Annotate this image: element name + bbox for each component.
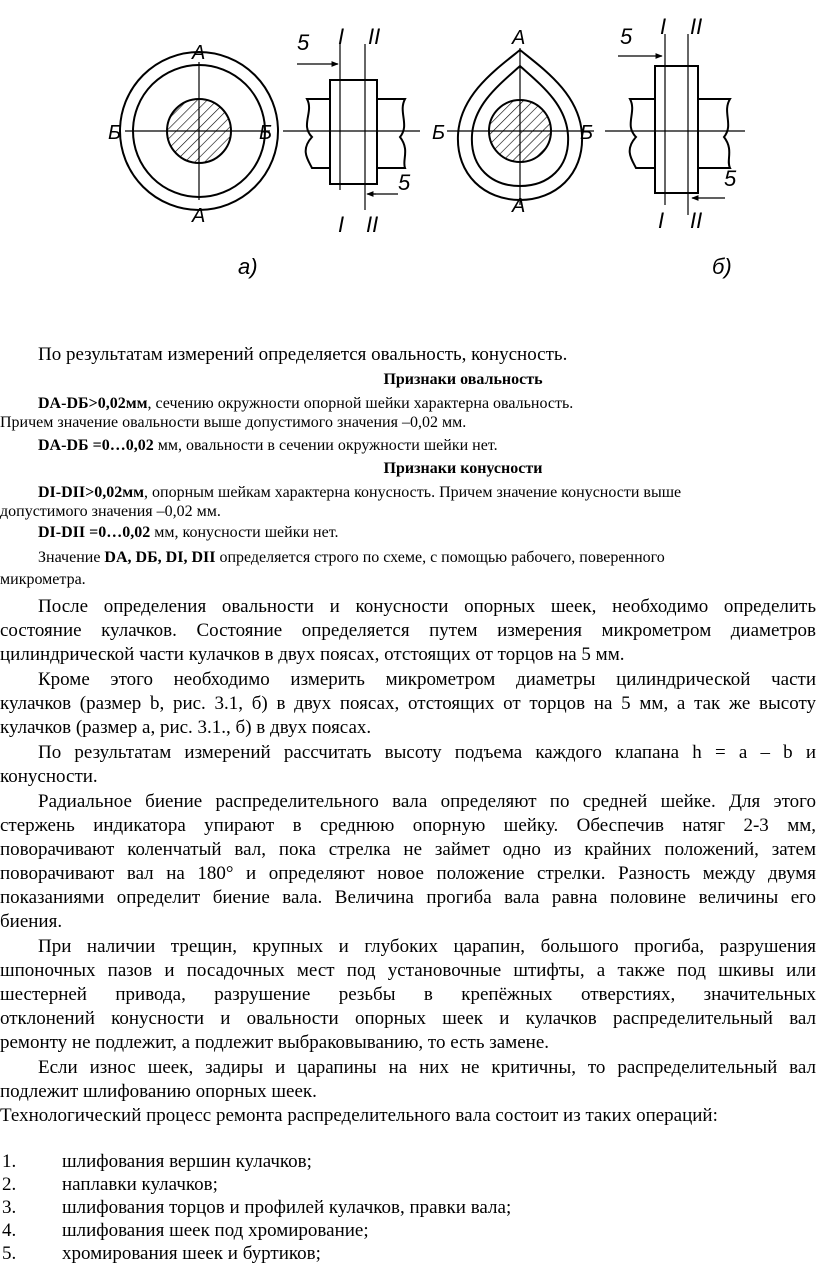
par-kr-3: кулачков (размер а, рис. 3.1., б) в двух поясах. bbox=[0, 717, 372, 738]
label-5-bottom-b: 5 bbox=[724, 166, 737, 191]
par-after-3: цилиндрической части кулачков в двух поясах, отстоящих от торцов на 5 мм. bbox=[0, 644, 625, 665]
label-5-top-b: 5 bbox=[620, 24, 633, 49]
par-rad-5: показаниями определит биение вала. Величина прогиба вала равна половине величины его bbox=[0, 887, 816, 908]
par-tr-4: отклонений конусности и овальности опорных шеек и кулачков распределительный вал bbox=[0, 1008, 816, 1029]
par-res-2: конусности. bbox=[0, 766, 98, 787]
par-rad-6: биения. bbox=[0, 911, 63, 932]
ovality-line-1: DА-DБ>0,02мм, сечению окружности опорной шейки характерна овальность. bbox=[38, 395, 574, 412]
section-a-circle bbox=[120, 52, 278, 210]
par-tr-2: шпоночных пазов и посадочных мест под установочные штифты, а также под шкивы или bbox=[0, 960, 816, 981]
label-ii-bottom-b: II bbox=[690, 208, 703, 233]
intro-paragraph: По результатам измерений определяется овальность, конусность. bbox=[38, 344, 568, 365]
label-5-top-a: 5 bbox=[297, 30, 310, 55]
par-izn-2: подлежит шлифованию опорных шеек. bbox=[0, 1081, 317, 1102]
taper-none: DI-DII =0…0,02 мм, конусности шейки нет. bbox=[38, 524, 339, 541]
heading-taper: Признаки конусности bbox=[383, 460, 543, 477]
value-line-2: микрометра. bbox=[0, 571, 86, 588]
caption-b: б) bbox=[712, 254, 732, 279]
label-b-right-b: Б bbox=[580, 122, 594, 144]
par-rad-3: поворачивают коленчатый вал, пока стрелка не займет одно из крайних положений, затем bbox=[0, 839, 816, 860]
par-tr-3: шестерней привода, разрушение резьбы в крепёжных отверстиях, значительных bbox=[0, 984, 816, 1005]
par-res-1: По результатам измерений рассчитать высоту подъема каждого клапана h = a – b и bbox=[38, 742, 816, 763]
label-a-top: А bbox=[192, 42, 206, 64]
label-a-bottom: А bbox=[192, 205, 206, 227]
ovality-none: DА-DБ =0…0,02 мм, овальности в сечении окружности шейки нет. bbox=[38, 437, 498, 454]
label-a-top-b: А bbox=[512, 27, 526, 49]
par-tr-5: ремонту не подлежит, а подлежит выбраковыванию, то есть замене. bbox=[0, 1032, 550, 1053]
taper-line-2: допустимого значения –0,02 мм. bbox=[0, 503, 221, 520]
label-5-bottom-a: 5 bbox=[398, 170, 411, 195]
label-a-bottom-b: А bbox=[512, 195, 526, 217]
par-izn-1: Если износ шеек, задиры и царапины на них не критичны, то распределительный вал bbox=[38, 1057, 816, 1078]
label-i-top-a: I bbox=[338, 24, 345, 49]
label-i-bottom-b: I bbox=[658, 208, 665, 233]
value-line-1: Значение DА, DБ, DI, DII определяется строго по схеме, с помощью рабочего, поверенного bbox=[38, 549, 665, 566]
par-kr-1: Кроме этого необходимо измерить микрометром диаметры цилиндрической части bbox=[38, 669, 816, 690]
ovality-line-2: Причем значение овальности выше допустимого значения –0,02 мм. bbox=[0, 414, 467, 431]
section-b-cam bbox=[447, 48, 594, 205]
label-i-top-b: I bbox=[660, 14, 667, 39]
par-rad-4: поворачивают вал на 180° и определяют новое положение стрелки. Разность между двумя bbox=[0, 863, 816, 884]
par-rad-2: стержень индикатора упирают в среднюю опорную шейку. Обеспечив натяг 2-3 мм, bbox=[0, 815, 816, 836]
label-i-bottom-a: I bbox=[338, 212, 345, 237]
par-tr-1: При наличии трещин, крупных и глубоких царапин, большого прогиба, разрушения bbox=[38, 936, 816, 957]
label-b-left: Б bbox=[108, 122, 122, 144]
label-ii-bottom-a: II bbox=[366, 212, 379, 237]
label-b-left-b: Б bbox=[432, 122, 446, 144]
par-kr-2: кулачков (размер b, рис. 3.1, б) в двух поясах, отстоящих от торцов на 5 мм, а так же высоту bbox=[0, 693, 816, 714]
label-b-right: Б bbox=[259, 122, 273, 144]
caption-a: а) bbox=[238, 254, 258, 279]
par-after-1: После определения овальности и конусности опорных шеек, необходимо определить bbox=[38, 596, 816, 617]
label-ii-top-b: II bbox=[690, 14, 703, 39]
par-tech: Технологический процесс ремонта распределительного вала состоит из таких операций: bbox=[0, 1105, 718, 1126]
label-ii-top-a: II bbox=[368, 24, 381, 49]
par-rad-1: Радиальное биение распределительного вала определяют по средней шейке. Для этого bbox=[38, 791, 816, 812]
taper-line-1: DI-DII>0,02мм, опорным шейкам характерна конусность. Причем значение конусности выше bbox=[38, 484, 682, 501]
measurement-scheme-figure bbox=[0, 0, 816, 300]
heading-ovality: Признаки овальность bbox=[383, 371, 543, 388]
par-after-2: состояние кулачков. Состояние определяется путем измерения микрометром диаметров bbox=[0, 620, 816, 641]
